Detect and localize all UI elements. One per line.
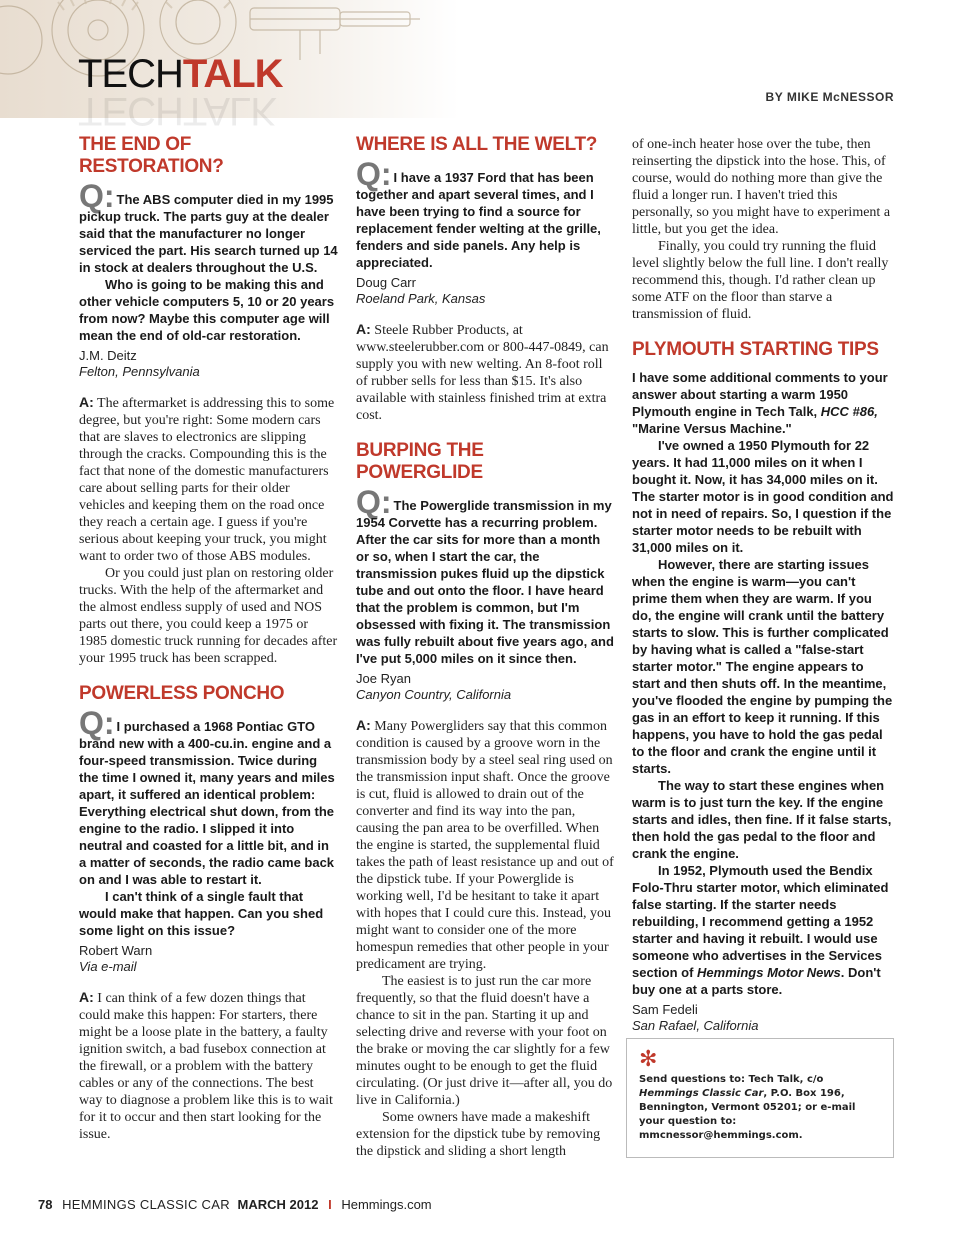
question-text: I have a 1937 Ford that has been together and apart several times, and I have been trying to find a source for replacement fender welting at the grille, fenders and side panels. Any help is appreciated. bbox=[356, 169, 601, 270]
question-text: I purchased a 1968 Pontiac GTO brand new with a 400-cu.in. engine and a four-speed transmission. Twice during the time I owned it, many years and miles apart, it suffered an identical problem: Everything electrical shut down, from the engine to the radio. I slipped it into neutral and coasted for a little bit, and in a matter of seconds, the radio came back on and I was able to restart it. bbox=[79, 718, 335, 887]
continued-paragraph: Finally, you could try running the fluid level slightly below the full line. I don't really recommend this, though. I'd rather clean up some ATF on the floor than starve a transmission of fluid. bbox=[632, 239, 889, 322]
magazine-name: Hemmings Classic Car bbox=[639, 1088, 764, 1099]
q-marker: Q: bbox=[356, 155, 392, 192]
reader-location: Felton, Pennsylvania bbox=[79, 363, 200, 379]
column-1 bbox=[79, 132, 338, 1143]
q-marker: Q: bbox=[79, 177, 115, 214]
letter-text: In 1952, Plymouth used the Bendix Folo-Thru starter motor, which eliminated false starting. If the starter needs rebuilding, I recommend getting a 1952 starter and having it rebuilt. I would use someone who advertises in the Services section of bbox=[632, 862, 889, 980]
answer-text: Many Powergliders say that this common condition is caused by a groove worn in the transmission body by a steel seal ring used on the transmission input shaft. Once the groove is cut, fluid is allowed to drain out of the converter and find its way into the pan, causing the pan area to be overfilled. When the engine is started, the supplemental fluid takes the path of least resistance up and out of the dipstick tube. If your Powerglide is working well, I'd be hesitant to take it apart with hopes that I could cure this. Instead, you might want to consider one of the more homespun remedies that other people in your predicament are trying. bbox=[356, 718, 614, 972]
reader-name: Joe Ryan bbox=[356, 670, 411, 686]
continued-paragraph: of one-inch heater hose over the tube, then reinserting the dipstick into the hose. This, of course, would do nothing more than give the fluid a longer run. I haven't tried this personally, so you might have to experiment a little, but you get the idea. bbox=[632, 137, 891, 237]
article-title: WHERE IS ALL THE WELT? bbox=[356, 134, 598, 155]
reader-name: J.M. Deitz bbox=[79, 347, 137, 363]
page-number: 78 bbox=[38, 1197, 53, 1212]
letter-text: I have some additional comments to your answer about starting a warm 1950 Plymouth engine in Tech Talk, bbox=[632, 369, 888, 419]
answer-paragraph: The easiest is to just run the car more frequently, so that the fluid doesn't have a chance to sit in the pan. Starting it up and selecting drive and reverse with your foot on the brake or moving the car slightly for a few minutes ought to be enough to get the fluid circulating. (Or just drive it—after all, you do live in California.) bbox=[356, 973, 613, 1108]
reader-signature bbox=[79, 943, 338, 975]
q-marker: Q: bbox=[79, 704, 115, 741]
reader-location: Roeland Park, Kansas bbox=[356, 290, 486, 306]
logo-tech: TECH bbox=[78, 52, 183, 96]
issue-reference: HCC #86, bbox=[820, 403, 878, 419]
answer-paragraph: Some owners have made a makeshift extension for the dipstick tube by removing the dipstick and sliding a short length bbox=[356, 1109, 601, 1159]
a-marker: A: bbox=[356, 320, 371, 337]
column-2 bbox=[356, 132, 614, 1160]
reader-signature bbox=[356, 671, 614, 703]
a-marker: A: bbox=[79, 988, 94, 1005]
answer-paragraph: Or you could just plan on restoring older trucks. With the help of the aftermarket and the almost endless supply of used and NOS parts out there, you could keep a 1975 or 1985 domestic truck running for decades after your 1995 truck has been scrapped. bbox=[79, 565, 338, 666]
article-title: POWERLESS PONCHO bbox=[79, 682, 285, 704]
page-footer bbox=[38, 1197, 432, 1212]
answer-text: I can think of a few dozen things that could make this happen: For starters, there might be a loose plate in the battery, a faulty ignition switch, a bad fusebox connection at the firewall, or a problem with the battery cables or any of the connections. The best way to diagnose a problem like this is to wait for it to occur and then start looking for the issue. bbox=[79, 990, 333, 1142]
letter-paragraph: However, there are starting issues when the engine is warm—you can't prime them when they are warm. If you do, the engine will crank until the battery starts to slow. This is further complicated by having what is called a "false-start starter motor." The engine appears to start and then shuts off. In the meantime, you've flooded the engine by pumping the gas in an effort to keep it running. If this happens, you have to hold the gas pedal to the floor and crank the engine until it starts. bbox=[632, 556, 893, 776]
answer-paragraph bbox=[356, 717, 614, 973]
question-text: The ABS computer died in my 1995 pickup truck. The parts guy at the dealer said that the manufacturer no longer serviced the part. His search turned up 14 in stock at dealers throughout the U.S. bbox=[79, 191, 338, 275]
logo-talk: TALK bbox=[182, 52, 283, 96]
article-title: BURPING THE POWERGLIDE bbox=[356, 439, 484, 483]
reader-signature bbox=[79, 348, 338, 380]
article-title: PLYMOUTH STARTING TIPS bbox=[632, 339, 879, 360]
publication-reference: Hemmings Motor News bbox=[697, 964, 841, 980]
question-paragraph bbox=[79, 177, 338, 276]
submit-instructions: Send questions to: Tech Talk, c/o Hemmings Classic Car, P.O. Box 196, Bennington, Vermont 05201; or e-mail your question to: mmcnessor@hemmings.com. bbox=[639, 1074, 856, 1141]
reader-name: Doug Carr bbox=[356, 274, 416, 290]
reader-location: Via e-mail bbox=[79, 958, 137, 974]
asterisk-icon: ✻ bbox=[639, 1046, 658, 1071]
answer-text: Steele Rubber Products, at www.steelerubber.com or 800-447-0849, can supply you with new welting. An 8-foot roll of rubber sells for less than $15. It's also available with stainless finished trim at extra cost. bbox=[356, 322, 609, 423]
question-text: The Powerglide transmission in my 1954 Corvette has a recurring problem. After the car sits for more than a month or so, when I start the car, the transmission pukes fluid up the dipstick tube and out onto the floor. I have heard that the problem is common, but I'm obsessed with fixing it. The transmission was fully rebuilt about five years ago, and I've put 5,000 miles on it since then. bbox=[356, 497, 614, 666]
question-paragraph bbox=[356, 483, 614, 667]
a-marker: A: bbox=[356, 716, 371, 733]
submit-questions-box bbox=[626, 1038, 894, 1158]
question-paragraph bbox=[79, 704, 338, 888]
magazine-title: HEMMINGS CLASSIC CAR bbox=[62, 1197, 230, 1212]
reader-name: Sam Fedeli bbox=[632, 1001, 698, 1017]
a-marker: A: bbox=[79, 393, 94, 410]
issue-date: MARCH 2012 bbox=[237, 1197, 319, 1212]
reader-signature bbox=[632, 1002, 894, 1034]
answer-paragraph bbox=[79, 989, 338, 1143]
website-link[interactable]: Hemmings.com bbox=[341, 1197, 432, 1212]
footer-separator: I bbox=[328, 1197, 332, 1212]
letter-text: "Marine Versus Machine." bbox=[632, 420, 792, 436]
question-paragraph: I can't think of a single fault that would make that happen. Can you shed some light on this issue? bbox=[79, 888, 324, 938]
reader-name: Robert Warn bbox=[79, 942, 153, 958]
answer-text: The aftermarket is addressing this to some degree, but you're right: Some modern cars that are slaves to electronics are slipping through the cracks. Compounding this is the fact that none of the domestic manufacturers care about selling parts for their older vehicles and keeping them on the road once they reach a certain age. I guess if you're serious about keeping your truck, you might want to order two of those ABS modules. bbox=[79, 395, 335, 564]
letter-paragraph bbox=[632, 862, 894, 998]
column-3 bbox=[632, 132, 894, 1034]
letter-paragraph: The way to start these engines when warm is to just turn the key. If the engine starts and idles, then fine. If it false starts, then hold the gas pedal to the floor and crank the engine. bbox=[632, 777, 892, 861]
answer-paragraph bbox=[356, 321, 614, 424]
question-paragraph: Who is going to be making this and other vehicle computers 5, 10 or 20 years from now? Maybe this computer age will mean the end of old-car restoration. bbox=[79, 276, 335, 343]
reader-location: Canyon Country, California bbox=[356, 686, 512, 702]
letter-paragraph bbox=[632, 369, 894, 437]
letter-paragraph: I've owned a 1950 Plymouth for 22 years. It had 11,000 miles on it when I bought it. Now, it has 34,000 miles on it. The starter motor is in good condition and not in need of repairs. So, I question if the starter motor needs to be rebuilt with 31,000 miles on it. bbox=[632, 437, 894, 555]
logo-reflection: TECHTALK bbox=[78, 89, 276, 133]
question-paragraph bbox=[356, 155, 614, 271]
article-title: THE END OF RESTORATION? bbox=[79, 134, 224, 177]
letter-text: . Don't buy one at a parts store. bbox=[632, 964, 881, 997]
reader-location: San Rafael, California bbox=[632, 1017, 759, 1033]
reader-signature bbox=[356, 275, 614, 307]
answer-paragraph bbox=[79, 394, 338, 565]
byline: BY MIKE McNESSOR bbox=[765, 90, 894, 104]
q-marker: Q: bbox=[356, 483, 392, 520]
